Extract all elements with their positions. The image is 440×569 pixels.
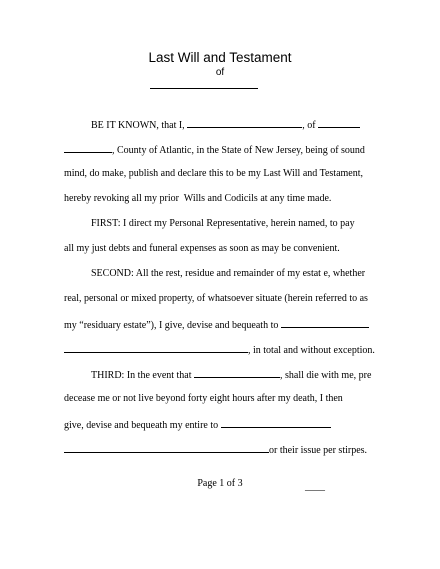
predeceased-name-blank[interactable] [194, 367, 280, 378]
second-line2: real, personal or mixed property, of whatsoever situate (herein referred to as [64, 293, 368, 304]
third-line4: or their issue per stirpes. [64, 442, 367, 457]
para1-line4: hereby revoking all my prior Wills and Codicils at any time made. [64, 193, 332, 204]
first-line1: FIRST: I direct my Personal Representative, herein named, to pay [91, 218, 355, 229]
testator-name-line[interactable] [150, 88, 258, 89]
third-line3: give, devise and bequeath my entire to [64, 417, 331, 432]
third-line2: decease me or not live beyond forty eight hours after my death, I then [64, 393, 343, 404]
document-title: Last Will and Testament [148, 50, 292, 65]
third-line1: THIRD: In the event that , shall die with me, pre [91, 367, 371, 382]
testator-name-blank[interactable] [187, 117, 302, 128]
of-label: of [215, 67, 225, 78]
first-line2: all my just debts and funeral expenses as soon as may be convenient. [64, 243, 340, 254]
township-blank[interactable] [64, 142, 112, 153]
contingent-beneficiary-blank-2[interactable] [64, 442, 269, 453]
second-line4: , in total and without exception. [64, 342, 375, 357]
residuary-beneficiary-blank[interactable] [281, 317, 369, 328]
para1-line1: BE IT KNOWN, that I, , of [91, 117, 360, 132]
second-line3: my “residuary estate”), I give, devise and bequeath to [64, 317, 369, 332]
second-line1: SECOND: All the rest, residue and remainder of my estat e, whether [91, 268, 366, 279]
page-number: Page 1 of 3 [197, 478, 243, 489]
contingent-beneficiary-blank[interactable] [221, 417, 331, 428]
para1-line2: , County of Atlantic, in the State of New Jersey, being of sound [64, 142, 365, 157]
residence-blank[interactable] [318, 117, 360, 128]
residuary-beneficiary-blank-2[interactable] [64, 342, 248, 353]
para1-line3: mind, do make, publish and declare this to be my Last Will and Testament, [64, 168, 364, 179]
initials-line[interactable]: ____ [305, 481, 325, 492]
